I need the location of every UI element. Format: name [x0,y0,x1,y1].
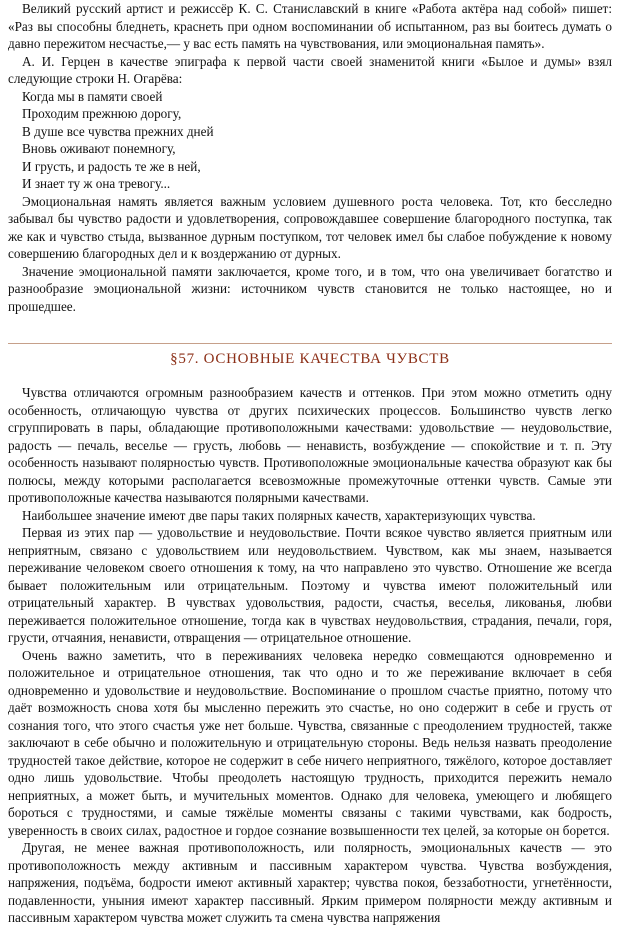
section-divider [8,343,612,344]
poem-line: Когда мы в памяти своей [22,88,163,104]
poem-epigraph [8,88,612,193]
poem-line: В душе все чувства прежних дней [22,123,214,139]
paragraph: Первая из этих пар — удовольствие и неудовольствие. Почти всякое чувство является приятным или неприятным, связано с удовольствием или неудовольствием. Чувством, как мы знаем, называется переживание человеком своего отношения к тому, на что направлено это чувство. Отношение же всегда бывает положительным или отрицательным. Поэтому и чувства имеют положительный или отрицательный характер. В чувствах удовольствия, радости, счастья, веселья, ликованья, любви переживается положительное отношение, тогда как в чувствах неудовольствия, страдания, печали, горя, грусти, отчаяния, ненависти, отвращения — отрицательное отношение. [8,525,612,645]
paragraph: Очень важно заметить, что в переживаниях человека нередко совмещаются одновременно и положительное и отрицательное отношения, так что одно и то же переживание включает в себя одновременно и удовольствие и неудовольствие. Воспоминание о прошлом счастье приятно, потому что даёт возможность снова хотя бы мысленно пережить это счастье, но оно содержит в себе и грусть от сознания того, что этого счастья уже нет больше. Чувства, связанные с преодолением трудностей, также заключают в себе обычно и положительную и отрицательную стороны. Ведь нельзя назвать преодоление трудностей такое действие, которое не содержит в себе ничего неприятного, тяжёлого, которое доставляет одно лишь удовольствие. Чтобы преодолеть настоящую трудность, приходится пережить немало неприятных, а может быть, и мучительных моментов. Однако для человека, умеющего и любящего бороться с трудностями, и самые тяжёлые моменты связаны с такими чувствами, как бодрость, уверенность в своих силах, радостное и гордое сознание возвышенности тех целей, за которые он борется. [8,647,612,838]
paragraph: Великий русский артист и режиссёр К. С. Станиславский в книге «Работа актёра над собой» пишет: «Раз вы способны бледнеть, краснеть при одном воспоминании об испытанном, раз вы боитесь думать о давно пережитом несчастье,— у вас есть память на чувствования, или эмоциональная память». [8,1,612,51]
section-heading: §57. ОСНОВНЫЕ КАЧЕСТВА ЧУВСТВ [170,351,450,367]
poem-line: И грусть, и радость те же в ней, [22,158,201,174]
paragraph: Другая, не менее важная противоположность, или полярность, эмоциональных качеств — это противоположность между активным и пассивным характером чувства. Чувства возбуждения, напряжения, подъёма, бодрости имеют активный характер; чувства покоя, беззаботности, угнетённости, подавленности, уныния имеют характер пассивный. Ярким примером полярности между активным и пассивным характером чувства может служить та смена чувства напряжения [8,840,612,925]
poem-line: Вновь оживают понемногу, [22,141,176,156]
paragraph: Эмоциональная намять является важным условием душевного роста человека. Тот, кто бесследно забывал бы чувство радости и удовлетворения, сопровождавшее совершение благородного поступка, так же как и чувство стыда, вызванное дурным поступком, тот человек имел бы слабое побуждение к новому совершению благородных дел и к воздержанию от дурных. [8,193,612,261]
paragraph: Значение эмоциональной памяти заключается, кроме того, и в том, что она увеличивает богатство и разнообразие эмоциональной жизни: источником чувств становится не только настоящее, но и прошедшее. [8,263,612,314]
poem-line: Проходим прежнюю дорогу, [22,106,182,121]
poem-line: И знает ту ж она тревогу... [22,176,171,191]
paragraph: Наибольшее значение имеют две пары таких полярных качеств, характеризующих чувства. [22,507,536,523]
paragraph: А. И. Герцен в качестве эпиграфа к первой части своей знаменитой книги «Былое и думы» взял следующие строки Н. Огарёва: [8,53,612,86]
paragraph: Чувства отличаются огромным разнообразием качеств и оттенков. При этом можно отметить одну особенность, отличающую чувства от других психических процессов. Большинство чувств легко сгруппировать в пары, обладающие противоположными качествами: удовольствие — неудовольствие, радость — печаль, веселье — грусть, любовь — ненависть, возбуждение — спокойствие и т. п. Эту особенность называют полярностью чувств. Противоположные эмоциональные качества образуют как бы полюсы, между которыми располагается всевозможные промежуточные оттенки чувств. Самые эти противоположные качества называются полярными качествами. [8,385,612,505]
